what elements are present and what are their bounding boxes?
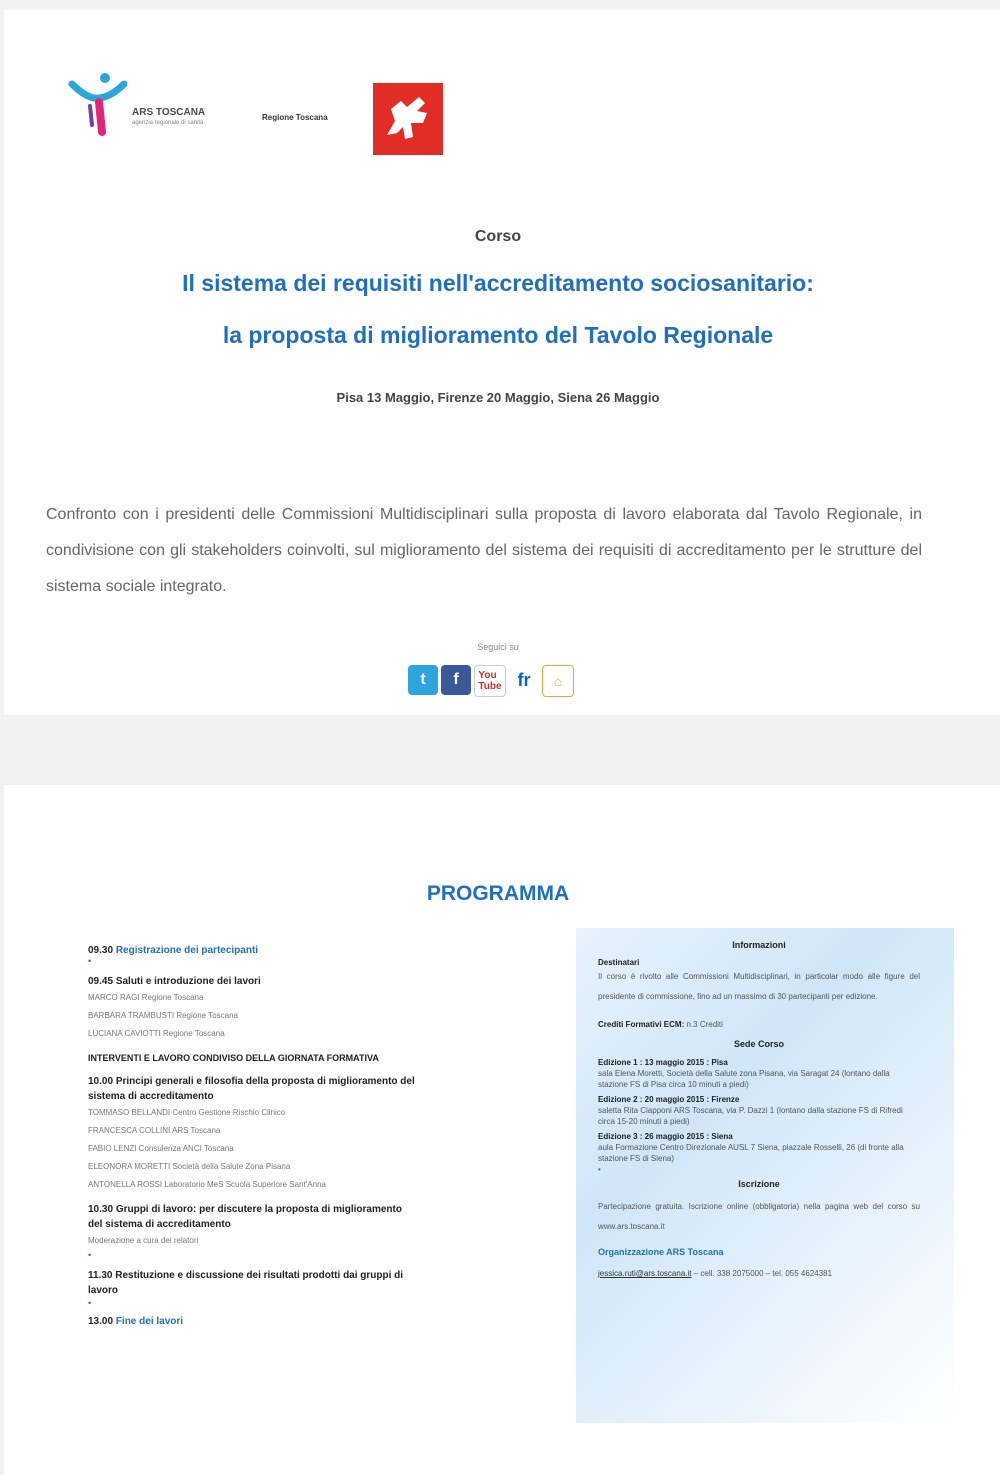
contact-phones: – cell. 338 2075000 – tel. 055 4624381	[691, 1269, 833, 1278]
contact-line	[598, 1269, 920, 1278]
program-person: MARCO RAGI Regione Toscana	[88, 993, 204, 1002]
contact-email-link[interactable]: jessica.ruti@ars.toscana.it	[598, 1269, 692, 1278]
info-content	[598, 938, 920, 1278]
course-title-line1: Il sistema dei requisiti nell'accreditamento sociosanitario:	[182, 270, 814, 296]
program-list	[88, 945, 418, 1335]
ars-subtitle: agenzia regionale di sanità	[132, 120, 204, 126]
edition-block	[598, 1094, 920, 1127]
edition-title: Edizione 3 : 26 maggio 2015 : Siena	[598, 1132, 733, 1141]
info-heading: Informazioni	[732, 940, 786, 950]
bullet-dot: •	[88, 956, 92, 966]
bullet-dot: •	[88, 1250, 92, 1260]
program-item	[88, 945, 418, 966]
program-item	[88, 1202, 418, 1260]
ars-name: ARS TOSCANA	[132, 107, 206, 118]
social-icons	[408, 665, 574, 697]
program-time: 10.30	[88, 1204, 114, 1215]
edition-block	[598, 1057, 920, 1090]
crediti-value: n.3 Crediti	[686, 1020, 723, 1029]
program-time: 09.45	[88, 976, 114, 987]
iscrizione-text: Partecipazione gratuita. Iscrizione online (obbligatoria) nella pagina web del corso su www.ars.toscana.it	[598, 1202, 920, 1231]
program-title: Principi generali e filosofia della proposta di miglioramento del sistema di accreditamento	[88, 1076, 415, 1102]
organization-label: Organizzazione ARS Toscana	[598, 1247, 724, 1257]
program-time: 13.00	[88, 1316, 114, 1327]
course-title-line2: la proposta di miglioramento del Tavolo Regionale	[222, 322, 774, 348]
crediti-label: Crediti Formativi ECM:	[598, 1020, 685, 1029]
course-intro: Confronto con i presidenti delle Commissioni Multidisciplinari sulla proposta di lavoro elaborata dal Tavolo Regionale, in condivisione con gli stakeholders coinvolti, sul miglioramento del sistema dei requisiti di accreditamento per le strutture del sistema sociale integrato.	[46, 506, 922, 595]
program-time: 09.30	[88, 945, 114, 956]
iscrizione-heading: Iscrizione	[738, 1179, 780, 1189]
program-person: BARBARA TRAMBUSTI Regione Toscana	[88, 1011, 238, 1020]
edition-text: aula Formazione Centro Direzionale AUSL 7 Siena, piazzale Rosselli, 26 (di fronte alla stazione FS di Siena)	[598, 1143, 904, 1163]
program-item	[88, 974, 418, 1043]
program-person: LUCIANA CAVIOTTI Regione Toscana	[88, 1029, 225, 1038]
program-title: Gruppi di lavoro: per discutere la proposta di miglioramento del sistema di accreditamento	[88, 1204, 402, 1230]
program-item	[88, 1316, 418, 1327]
bullet-dot: •	[88, 1298, 92, 1308]
program-section: INTERVENTI E LAVORO CONDIVISO DELLA GIORNATA FORMATIVA	[88, 1053, 379, 1063]
follow-us-label: Seguici su	[477, 642, 519, 652]
program-person: FABIO LENZI Consulenza ANCI Toscana	[88, 1144, 234, 1153]
crediti-line	[598, 1015, 920, 1035]
facebook-icon[interactable]: f	[441, 665, 471, 695]
program-title: Fine dei lavori	[115, 1316, 184, 1327]
regione-toscana-flag	[373, 83, 443, 155]
bullet-dot: •	[598, 1165, 601, 1174]
program-item	[88, 1268, 418, 1308]
edition-text: saletta Rita Ciapponi ARS Toscana, via P. Dazzi 1 (lontano dalla stazione FS di Rifredi circa 15-20 minuti a piedi)	[598, 1106, 903, 1126]
program-person: FRANCESCA COLLINI ARS Toscana	[88, 1126, 221, 1135]
program-title: Restituzione e discussione dei risultati prodotti dai gruppi di lavoro	[88, 1270, 404, 1296]
flickr-icon[interactable]: fr	[509, 665, 539, 695]
program-title: Saluti e introduzione dei lavori	[115, 976, 261, 987]
program-person: ANTONELLA ROSSI Laboratorio MeS Scuola Superiore Sant'Anna	[88, 1180, 326, 1189]
course-kicker: Corso	[474, 228, 522, 245]
program-item	[88, 1074, 418, 1194]
program-note: Moderazione a cura dei relatori	[88, 1236, 199, 1245]
programma-heading: PROGRAMMA	[426, 882, 570, 905]
program-time: 10.00	[88, 1076, 114, 1087]
edition-block	[598, 1131, 920, 1175]
program-title: Registrazione dei partecipanti	[115, 945, 259, 956]
rss-icon[interactable]: ⌂	[542, 665, 574, 697]
program-person: ELEONORA MORETTI Società della Salute Zona Pisana	[88, 1162, 291, 1171]
edition-title: Edizione 1 : 13 maggio 2015 : Pisa	[598, 1058, 728, 1067]
edition-text: sala Elena Moretti, Società della Salute zona Pisana, via Saragat 24 (lontano dalla stazione FS di Pisa circa 10 minuti a piedi)	[598, 1069, 890, 1089]
destinatari-label: Destinatari	[598, 958, 640, 967]
destinatari-text: Il corso è rivolto alle Commissioni Multidisciplinari, in particolar modo alle figure del presidente di commissione, fino ad un massimo di 30 partecipanti per edizione.	[598, 972, 920, 1001]
youtube-icon[interactable]: You Tube	[474, 665, 506, 697]
sede-heading: Sede Corso	[733, 1039, 784, 1049]
pegasus-icon	[373, 83, 443, 155]
regione-label: Regione Toscana	[262, 113, 328, 122]
info-box	[576, 928, 954, 1423]
twitter-icon[interactable]: t	[408, 665, 438, 695]
course-dates: Pisa 13 Maggio, Firenze 20 Maggio, Siena 26 Maggio	[336, 390, 660, 405]
edition-title: Edizione 2 : 20 maggio 2015 : Firenze	[598, 1095, 740, 1104]
ars-logo-text	[132, 107, 205, 126]
program-time: 11.30	[88, 1270, 113, 1281]
program-person: TOMMASO BELLANDI Centro Gestione Rischio Clinico	[88, 1108, 286, 1117]
